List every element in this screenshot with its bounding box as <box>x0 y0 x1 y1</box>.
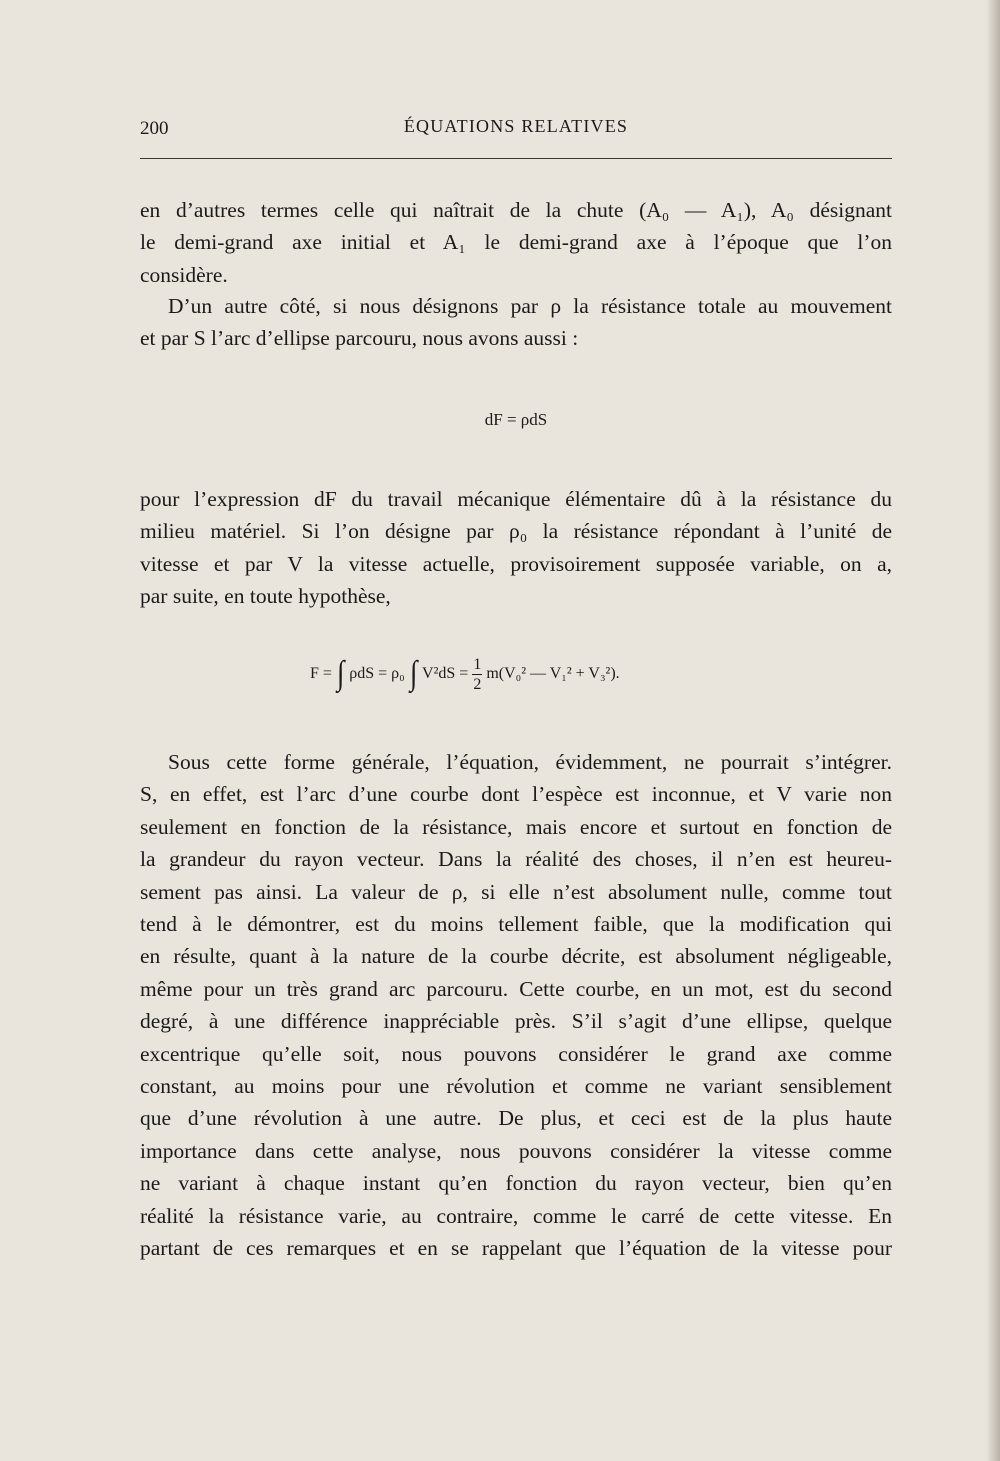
paragraph-line: en résulte, quant à la nature de la courbe décrite, est absolument négligeable, <box>140 944 892 969</box>
integral-sign-icon: ∫ <box>409 655 418 693</box>
paragraph-line: Sous cette forme générale, l’équation, évidemment, ne pourrait s’intégrer. <box>168 750 892 774</box>
paragraph-1 <box>140 194 892 291</box>
page-edge-shadow <box>986 0 1000 1461</box>
header-rule <box>140 158 892 159</box>
paragraph-line: S, en effet, est l’arc d’une courbe dont l’espèce est inconnue, et V varie non <box>140 782 892 807</box>
equation-rhs: m(V₀² — V₁² + V₃²). <box>486 665 620 683</box>
paragraph-line: par suite, en toute hypothèse, <box>140 584 391 609</box>
paragraph-line: pour l’expression dF du travail mécanique élémentaire dû à la résistance du <box>140 487 892 511</box>
fraction-denominator: 2 <box>473 676 482 693</box>
equation-lhs: F = <box>310 665 332 683</box>
paragraph-4 <box>140 746 892 1265</box>
page-number: 200 <box>140 118 169 139</box>
integral-sign-icon: ∫ <box>336 655 345 693</box>
paragraph-line: seulement en fonction de la résistance, mais encore et surtout en fonction de <box>140 814 892 839</box>
paragraph-line: excentrique qu’elle soit, nous pouvons considérer le grand axe comme <box>140 1041 892 1066</box>
running-title: ÉQUATIONS RELATIVES <box>403 116 629 136</box>
equation-part1: ρdS = ρ₀ <box>349 665 405 683</box>
equation-dF: dF = ρdS <box>484 410 548 429</box>
paragraph-line: en d’autres termes celle qui naîtrait de la chute (A₀ — A₁), A₀ désignant <box>140 198 892 222</box>
paragraph-line: considère. <box>140 262 228 287</box>
running-head <box>140 116 892 144</box>
paragraph-line: D’un autre côté, si nous désignons par ρ la résistance totale au mouvement <box>168 294 892 318</box>
paragraph-2 <box>140 290 892 355</box>
paragraph-line: que d’une révolution à une autre. De plus, et ceci est de la plus haute <box>140 1106 892 1131</box>
paragraph-line: partant de ces remarques et en se rappelant que l’équation de la vitesse pour <box>140 1236 892 1261</box>
paragraph-line: le demi-grand axe initial et A₁ le demi-grand axe à l’époque que l’on <box>140 230 892 255</box>
paragraph-line: degré, à une différence inappréciable près. S’il s’agit d’une ellipse, quelque <box>140 1009 892 1034</box>
paragraph-line: ne variant à chaque instant qu’en fonction du rayon vecteur, bien qu’en <box>140 1171 892 1196</box>
paragraph-line: et par S l’arc d’ellipse parcouru, nous avons aussi : <box>140 326 579 351</box>
paragraph-line: réalité la résistance varie, au contraire, comme le carré de cette vitesse. En <box>140 1203 892 1228</box>
paragraph-line: même pour un très grand arc parcouru. Cette courbe, en un mot, est du second <box>140 976 892 1001</box>
fraction-numerator: 1 <box>473 656 482 673</box>
paragraph-line: vitesse et par V la vitesse actuelle, provisoirement supposée variable, on a, <box>140 551 892 576</box>
paragraph-3 <box>140 483 892 613</box>
equation-part2: V²dS = <box>422 665 469 683</box>
fraction-one-half <box>472 655 482 694</box>
paragraph-line: tend à le démontrer, est du moins tellement faible, que la modification qui <box>140 912 892 937</box>
paragraph-line: importance dans cette analyse, nous pouvons considérer la vitesse comme <box>140 1138 892 1163</box>
paragraph-line: sement pas ainsi. La valeur de ρ, si elle n’est absolument nulle, comme tout <box>140 879 892 904</box>
paragraph-line: milieu matériel. Si l’on désigne par ρ₀ la résistance répondant à l’unité de <box>140 519 892 544</box>
paragraph-line: constant, au moins pour une révolution et comme ne variant sensiblement <box>140 1074 892 1099</box>
equation-work-integral <box>310 655 730 715</box>
paragraph-line: la grandeur du rayon vecteur. Dans la réalité des choses, il n’en est heureu- <box>140 847 892 872</box>
